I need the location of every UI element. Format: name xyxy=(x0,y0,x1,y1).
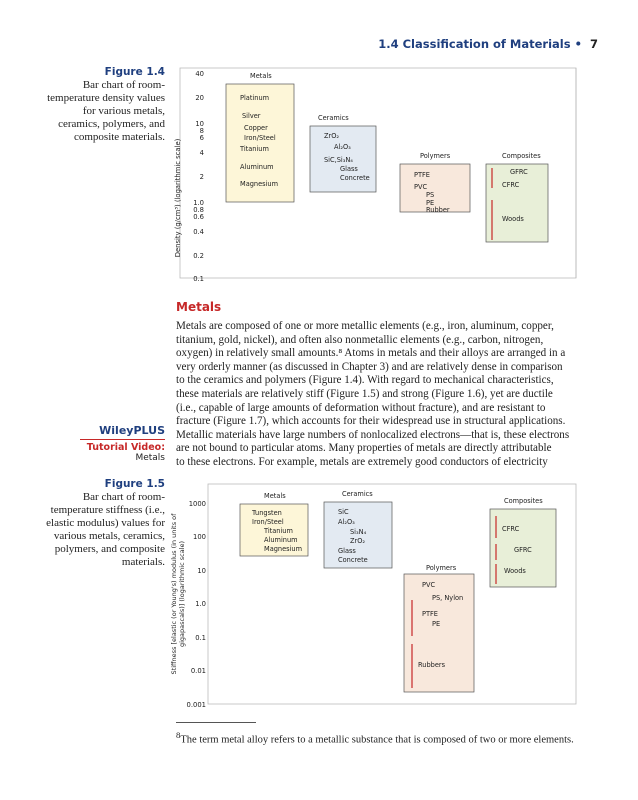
material-label: Si₃N₄ xyxy=(350,528,367,536)
body-paragraph xyxy=(176,320,580,470)
y-axis-label: gigapascals)] (logarithmic scale) xyxy=(178,540,186,648)
header-bullet: • xyxy=(574,37,582,51)
material-label: Rubbers xyxy=(418,661,446,669)
material-label: GFRC xyxy=(510,168,528,176)
material-label: PS, Nylon xyxy=(432,594,464,602)
group-title: Ceramics xyxy=(318,114,349,122)
material-label: Magnesium xyxy=(240,180,279,188)
material-label: Iron/Steel xyxy=(252,518,284,526)
y-tick-label: 1000 xyxy=(188,500,206,508)
y-tick-label: 0.4 xyxy=(193,228,204,236)
material-label: Titanium xyxy=(240,145,269,153)
y-tick-label: 10 xyxy=(197,567,206,575)
y-tick-label: 0.1 xyxy=(193,275,204,283)
y-axis xyxy=(170,500,206,709)
paragraph-line: to these electrons. For example, metals are extremely good conductors of electricity xyxy=(176,455,548,468)
y-axis-label: Stiffness [elastic (or Young's) modulus (in units of xyxy=(170,513,178,675)
paragraph-line: Metallic materials have large numbers of nonlocalized electrons—that is, these electrons xyxy=(176,428,570,441)
material-label: Magnesium xyxy=(264,545,303,553)
group-title: Polymers xyxy=(426,564,457,572)
y-tick-label: 4 xyxy=(199,149,204,157)
figure-label: Figure 1.5 xyxy=(104,478,165,490)
y-tick-label: 100 xyxy=(193,533,206,541)
polymers-box xyxy=(404,574,474,692)
paragraph-line: very orderly manner (as discussed in Chapter 3) and are relatively dense in comparison xyxy=(176,360,563,373)
y-tick-label: 0.2 xyxy=(193,252,204,260)
section-heading: Metals xyxy=(176,300,222,314)
tutorial-video-link[interactable]: Tutorial Video: xyxy=(86,442,165,453)
material-label: ZrO₂ xyxy=(350,537,366,545)
paragraph-line: titanium, gold, nickel), and often also nonmetallic elements (e.g., carbon, nitrogen, xyxy=(176,333,544,346)
material-label: Al₂O₃ xyxy=(334,143,351,151)
page-number: 7 xyxy=(589,37,598,51)
group-title: Polymers xyxy=(420,152,451,160)
material-label: SiC,Si₃N₄ xyxy=(324,156,353,164)
material-label: Concrete xyxy=(340,174,370,182)
ceramics-group xyxy=(310,114,376,192)
paragraph-line: these materials are relatively stiff (Figure 1.5) and strong (Figure 1.6), yet are ductile xyxy=(176,387,553,400)
composites-group xyxy=(486,152,548,242)
group-title: Ceramics xyxy=(342,490,373,498)
footnote-marker: 8 xyxy=(176,730,181,740)
metals-group xyxy=(240,492,308,556)
y-tick-label: 10 xyxy=(195,120,204,128)
material-label: Silver xyxy=(242,112,261,120)
tutorial-topic: Metals xyxy=(135,453,165,463)
polymers-box xyxy=(400,164,470,212)
y-tick-label: 6 xyxy=(199,134,204,142)
group-title: Composites xyxy=(502,152,541,160)
y-tick-label: 20 xyxy=(195,94,204,102)
y-tick-label: 1.0 xyxy=(195,600,206,608)
y-tick-label: 2 xyxy=(199,173,204,181)
y-tick-label: 0.001 xyxy=(186,701,206,709)
y-tick-label: 0.8 xyxy=(193,206,204,214)
running-header xyxy=(378,37,598,51)
paragraph-line: to the ceramics and polymers (Figure 1.4). With regard to mechanical characteristics, xyxy=(176,374,554,387)
material-label: Copper xyxy=(244,124,268,132)
material-label: PTFE xyxy=(414,171,430,179)
material-label: Aluminum xyxy=(240,163,274,171)
footnote xyxy=(176,730,574,746)
density-bar-chart xyxy=(168,60,578,290)
paragraph-line: oxygen) in relatively small amounts.⁸ Atoms in metals and their alloys are arranged in a xyxy=(176,347,566,360)
material-label: Tungsten xyxy=(252,509,282,517)
stiffness-bar-chart xyxy=(168,476,578,712)
y-tick-label: 0.01 xyxy=(190,667,206,675)
wileyplus-sidebar xyxy=(40,424,165,463)
caption-text: Bar chart of room-temperature density values for various metals, ceramics, polymers, and composite materials. xyxy=(47,79,165,143)
figure-label: Figure 1.4 xyxy=(104,66,165,78)
ceramics-group xyxy=(324,490,392,568)
material-label: Al₂O₃ xyxy=(338,518,355,526)
footnote-rule xyxy=(176,722,256,723)
paragraph-line: fracture (Figure 1.7), which accounts for their widespread use in structural applications. xyxy=(176,415,566,428)
y-tick-label: 1.0 xyxy=(193,199,204,207)
y-tick-label: 8 xyxy=(199,127,204,135)
paragraph-line: (i.e., capable of large amounts of deformation without fracture), and are resistant to xyxy=(176,401,546,414)
metals-group xyxy=(226,72,294,202)
y-tick-label: 40 xyxy=(195,70,204,78)
group-title: Composites xyxy=(504,497,543,505)
material-label: PE xyxy=(426,199,435,207)
polymers-group xyxy=(404,564,474,692)
material-label: PVC xyxy=(422,581,436,589)
paragraph-line: are not bound to particular atoms. Many properties of metals are directly attributable xyxy=(176,442,552,455)
material-label: ZrO₂ xyxy=(324,132,340,140)
group-title: Metals xyxy=(264,492,286,500)
wileyplus-logo-text: WileyPLUS xyxy=(99,424,165,437)
polymers-group xyxy=(400,152,470,214)
material-label: Platinum xyxy=(240,94,270,102)
material-label: PS xyxy=(426,191,435,199)
material-label: PVC xyxy=(414,183,428,191)
paragraph-line: Metals are composed of one or more metallic elements (e.g., iron, aluminum, copper, xyxy=(176,320,554,332)
header-section-title: 1.4 Classification of Materials xyxy=(378,37,571,51)
material-label: CFRC xyxy=(502,181,520,189)
footnote-text: The term metal alloy refers to a metallic substance that is composed of two or more elements. xyxy=(180,734,574,746)
material-label: GFRC xyxy=(514,546,532,554)
composites-group xyxy=(490,497,556,587)
material-label: PTFE xyxy=(422,610,438,618)
material-label: Rubber xyxy=(426,206,450,214)
material-label: Glass xyxy=(340,165,358,173)
material-label: Concrete xyxy=(338,556,368,564)
caption-text: Bar chart of room-temperature stiffness (i.e., elastic modulus) values for various metals, ceramics, polymers, and composite materials. xyxy=(46,491,165,568)
material-label: SiC xyxy=(338,508,349,516)
material-label: Woods xyxy=(504,567,526,575)
material-label: CFRC xyxy=(502,525,520,533)
material-label: Aluminum xyxy=(264,536,298,544)
material-label: Iron/Steel xyxy=(244,134,276,142)
material-label: Glass xyxy=(338,547,356,555)
material-label: PE xyxy=(432,620,441,628)
figure-1-5-caption xyxy=(40,478,165,569)
sidebar-rule xyxy=(80,439,165,440)
group-title: Metals xyxy=(250,72,272,80)
material-label: Woods xyxy=(502,215,524,223)
y-axis xyxy=(174,70,204,283)
material-label: Titanium xyxy=(264,527,293,535)
y-tick-label: 0.6 xyxy=(193,213,204,221)
figure-1-4-caption xyxy=(40,66,165,144)
y-axis-label: Density (g/cm³) (logarithmic scale) xyxy=(174,138,182,258)
y-tick-label: 0.1 xyxy=(195,634,206,642)
